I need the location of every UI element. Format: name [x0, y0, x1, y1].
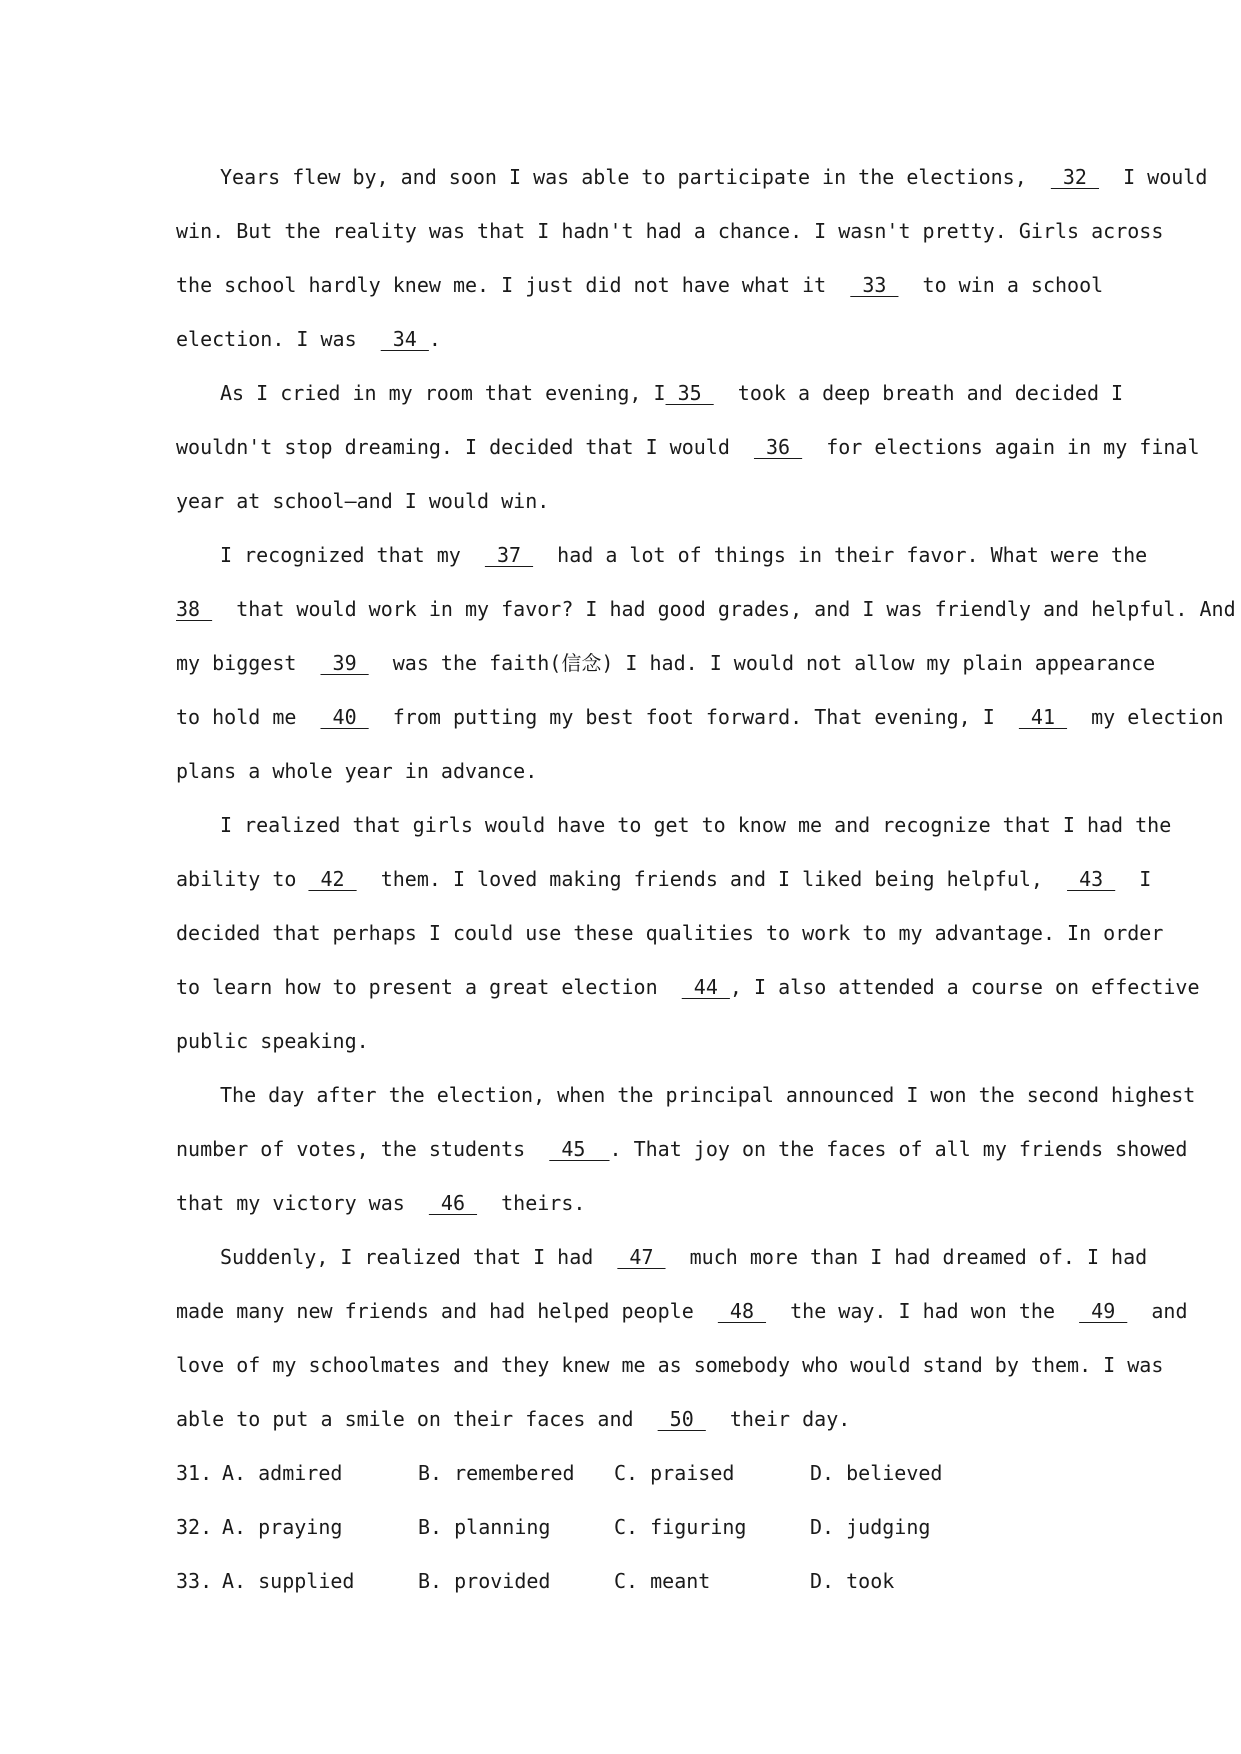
passage-text: . That joy on the faces of all my friends showed [609, 1137, 1188, 1161]
question-options-row [176, 1446, 1136, 1500]
passage-line [176, 204, 1164, 258]
passage-text: was the faith(信念) I had. I would not allow my plain appearance [368, 651, 1156, 675]
passage-line [176, 852, 1152, 906]
option-d: D. took [810, 1569, 895, 1593]
passage-text: theirs. [477, 1191, 586, 1215]
passage-text: election. I was [176, 327, 381, 351]
option-c: C. meant [614, 1569, 711, 1593]
answer-blank: 34 [380, 327, 429, 351]
passage-text: I [1115, 867, 1152, 891]
passage-line [176, 906, 1164, 960]
passage-text: to hold me [176, 705, 321, 729]
passage-line [176, 312, 1136, 366]
option-a: A. supplied [222, 1569, 355, 1593]
passage-text: took a deep breath and decided I [713, 381, 1124, 405]
answer-blank: 40 [320, 705, 369, 729]
passage-text: for elections again in my final [802, 435, 1200, 459]
passage-line [176, 582, 1236, 636]
answer-options [176, 1446, 1136, 1608]
passage [176, 150, 1236, 1446]
option-b: B. planning [418, 1515, 551, 1539]
passage-text: the school hardly knew me. I just did not have what it [176, 273, 851, 297]
passage-text: Suddenly, I realized that I had [220, 1245, 618, 1269]
passage-line [176, 1284, 1188, 1338]
passage-text: that my victory was [176, 1191, 429, 1215]
option-a: A. admired [222, 1461, 343, 1485]
passage-line [176, 1230, 1148, 1284]
option-a: A. praying [222, 1515, 343, 1539]
passage-line [176, 1122, 1188, 1176]
question-options-row [176, 1554, 1136, 1608]
passage-text: to win a school [898, 273, 1104, 297]
answer-blank: 35 [665, 381, 714, 405]
passage-text: As I cried in my room that evening, I [220, 381, 666, 405]
passage-text: , I also attended a course on effective [729, 975, 1200, 999]
passage-text: wouldn't stop dreaming. I decided that I would [176, 435, 754, 459]
passage-text: win. But the reality was that I hadn't had a chance. I wasn't pretty. Girls across [176, 219, 1164, 243]
passage-line [176, 258, 1136, 312]
option-c: C. praised [614, 1461, 735, 1485]
passage-line [176, 690, 1224, 744]
question-number: 32. [176, 1515, 213, 1539]
answer-blank: 49 [1079, 1299, 1128, 1323]
passage-text: made many new friends and had helped people [176, 1299, 718, 1323]
question-number: 31. [176, 1461, 213, 1485]
answer-blank: 44 [681, 975, 730, 999]
passage-text: able to put a smile on their faces and [176, 1407, 658, 1431]
passage-text: I recognized that my [220, 543, 485, 567]
passage-text: to learn how to present a great election [176, 975, 682, 999]
passage-text: their day. [705, 1407, 851, 1431]
answer-blank: 48 [717, 1299, 767, 1323]
option-d: D. believed [810, 1461, 943, 1485]
passage-line [176, 474, 1136, 528]
answer-blank: 36 [753, 435, 803, 459]
passage-line [176, 1176, 1136, 1230]
answer-blank: 37 [484, 543, 534, 567]
passage-text: had a lot of things in their favor. What were the [533, 543, 1148, 567]
passage-text: my election [1067, 705, 1224, 729]
passage-line [176, 960, 1200, 1014]
document-page [176, 150, 1236, 1608]
answer-blank: 33 [850, 273, 899, 297]
passage-text: my biggest [176, 651, 321, 675]
answer-blank: 32 [1050, 165, 1100, 189]
passage-line [176, 1392, 1136, 1446]
passage-text: from putting my best foot forward. That evening, I [368, 705, 1019, 729]
passage-text: that would work in my favor? I had good grades, and I was friendly and helpful. And [212, 597, 1236, 621]
answer-blank: 41 [1018, 705, 1068, 729]
option-d: D. judging [810, 1515, 931, 1539]
answer-blank: _42 [308, 867, 357, 891]
passage-line [176, 1014, 1136, 1068]
passage-text: public speaking. [176, 1029, 369, 1053]
passage-text: The day after the election, when the principal announced I won the second highest [220, 1083, 1196, 1107]
passage-text: I realized that girls would have to get to know me and recognize that I had the [220, 813, 1172, 837]
passage-text: and [1127, 1299, 1188, 1323]
passage-text: ability to [176, 867, 309, 891]
passage-text: . [428, 327, 441, 351]
passage-line [176, 1338, 1164, 1392]
passage-text: decided that perhaps I could use these qualities to work to my advantage. In order [176, 921, 1164, 945]
passage-line [176, 150, 1208, 204]
passage-text: love of my schoolmates and they knew me as somebody who would stand by them. I was [176, 1353, 1164, 1377]
passage-line [176, 636, 1156, 690]
passage-line [176, 744, 1136, 798]
passage-text: Years flew by, and soon I was able to participate in the elections, [220, 165, 1051, 189]
answer-blank: 43 [1067, 867, 1116, 891]
passage-text: the way. I had won the [766, 1299, 1080, 1323]
passage-text: plans a whole year in advance. [176, 759, 538, 783]
passage-line [176, 420, 1200, 474]
answer-blank: 38 [176, 597, 213, 621]
passage-line [176, 528, 1148, 582]
passage-text: them. I loved making friends and I liked being helpful, [356, 867, 1068, 891]
option-b: B. remembered [418, 1461, 575, 1485]
passage-line [176, 1068, 1196, 1122]
answer-blank: 46 [428, 1191, 478, 1215]
option-c: C. figuring [614, 1515, 747, 1539]
option-b: B. provided [418, 1569, 551, 1593]
answer-blank: 39 [320, 651, 369, 675]
passage-text: I would [1099, 165, 1208, 189]
answer-blank: 50 [657, 1407, 706, 1431]
answer-blank: 47 [617, 1245, 666, 1269]
passage-line [176, 798, 1172, 852]
question-options-row [176, 1500, 1136, 1554]
passage-text: number of votes, the students [176, 1137, 550, 1161]
passage-text: year at school—and I would win. [176, 489, 550, 513]
answer-blank: 45 _ [549, 1137, 610, 1161]
passage-text: much more than I had dreamed of. I had [665, 1245, 1148, 1269]
passage-line [176, 366, 1136, 420]
question-number: 33. [176, 1569, 213, 1593]
